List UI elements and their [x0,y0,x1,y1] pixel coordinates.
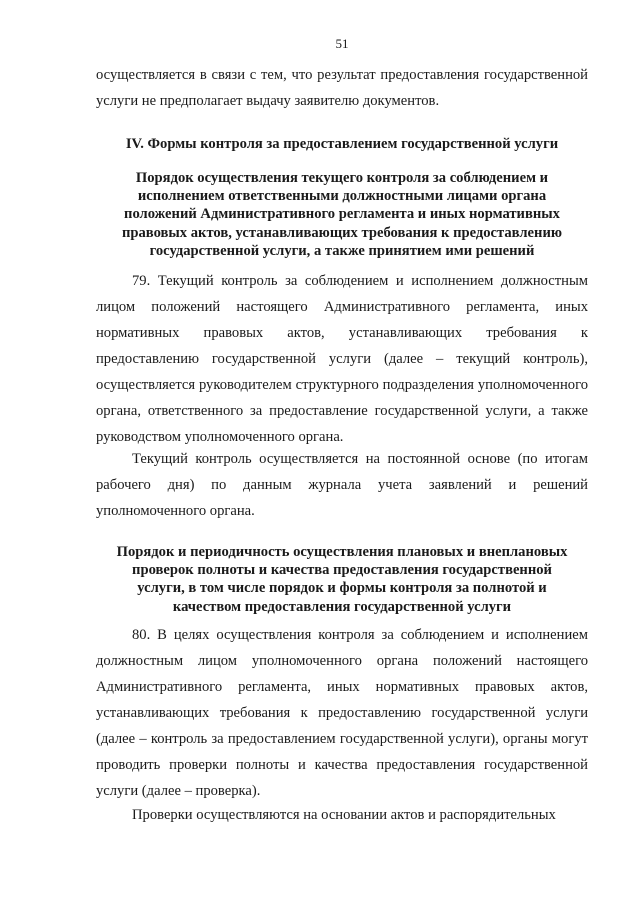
page-number: 51 [335,36,349,51]
paragraph-80: 80. В целях осуществления контроля за соблюдением и исполнением должностным лицом уполномоченного органа положений настоящего Административного регламента, иных нормативных правовых актов, устанавливающих требования к предоставлению государственной услуги (далее – контроль за предоставлением государственной услуги), органы могут проводить проверки полноты и качества предоставления государственной услуги (далее – проверка). [96,627,588,799]
section-title: IV. Формы контроля за предоставлением государственной услуги [125,136,559,152]
intro-paragraph: осуществляется в связи с тем, что результат предоставления государственной услуги не предполагает выдачу заявителю документов. [96,67,588,109]
paragraph-80-block [96,622,588,804]
paragraph-checks-block [96,802,588,828]
intro-block [96,62,588,114]
paragraph-current-control-block [96,446,588,524]
paragraph-checks: Проверки осуществляются на основании актов и распорядительных [132,807,556,823]
section-heading-block [96,133,588,155]
subtitle-1-block [102,169,582,260]
paragraph-79: 79. Текущий контроль за соблюдением и исполнением должностным лицом положений настоящего Административного регламента, иных нормативных правовых актов, устанавливающих требования к предоставлению государственной услуги (далее – текущий контроль), осуществляется руководителем структурного подразделения уполномоченного органа, ответственного за предоставление государственной услуги, а также руководством уполномоченного органа. [96,273,588,445]
subtitle-current-control: Порядок осуществления текущего контроля за соблюдением и исполнением ответственными должностными лицами органа положений Административного регламента и иных нормативных правовых актов, устанавливающих требования к предоставлению государственной услуги, а также принятием ими решений [121,170,563,259]
paragraph-79-block [96,268,588,450]
subtitle-inspections: Порядок и периодичность осуществления плановых и внеплановых проверок полноты и качества предоставления государственной услуги, в том числе порядок и формы контроля за полнотой и качеством предоставления государственной услуги [116,544,568,615]
paragraph-current-control: Текущий контроль осуществляется на постоянной основе (по итогам рабочего дня) по данным журнала учета заявлений и решений уполномоченного органа. [96,451,588,519]
subtitle-2-block [110,543,574,616]
